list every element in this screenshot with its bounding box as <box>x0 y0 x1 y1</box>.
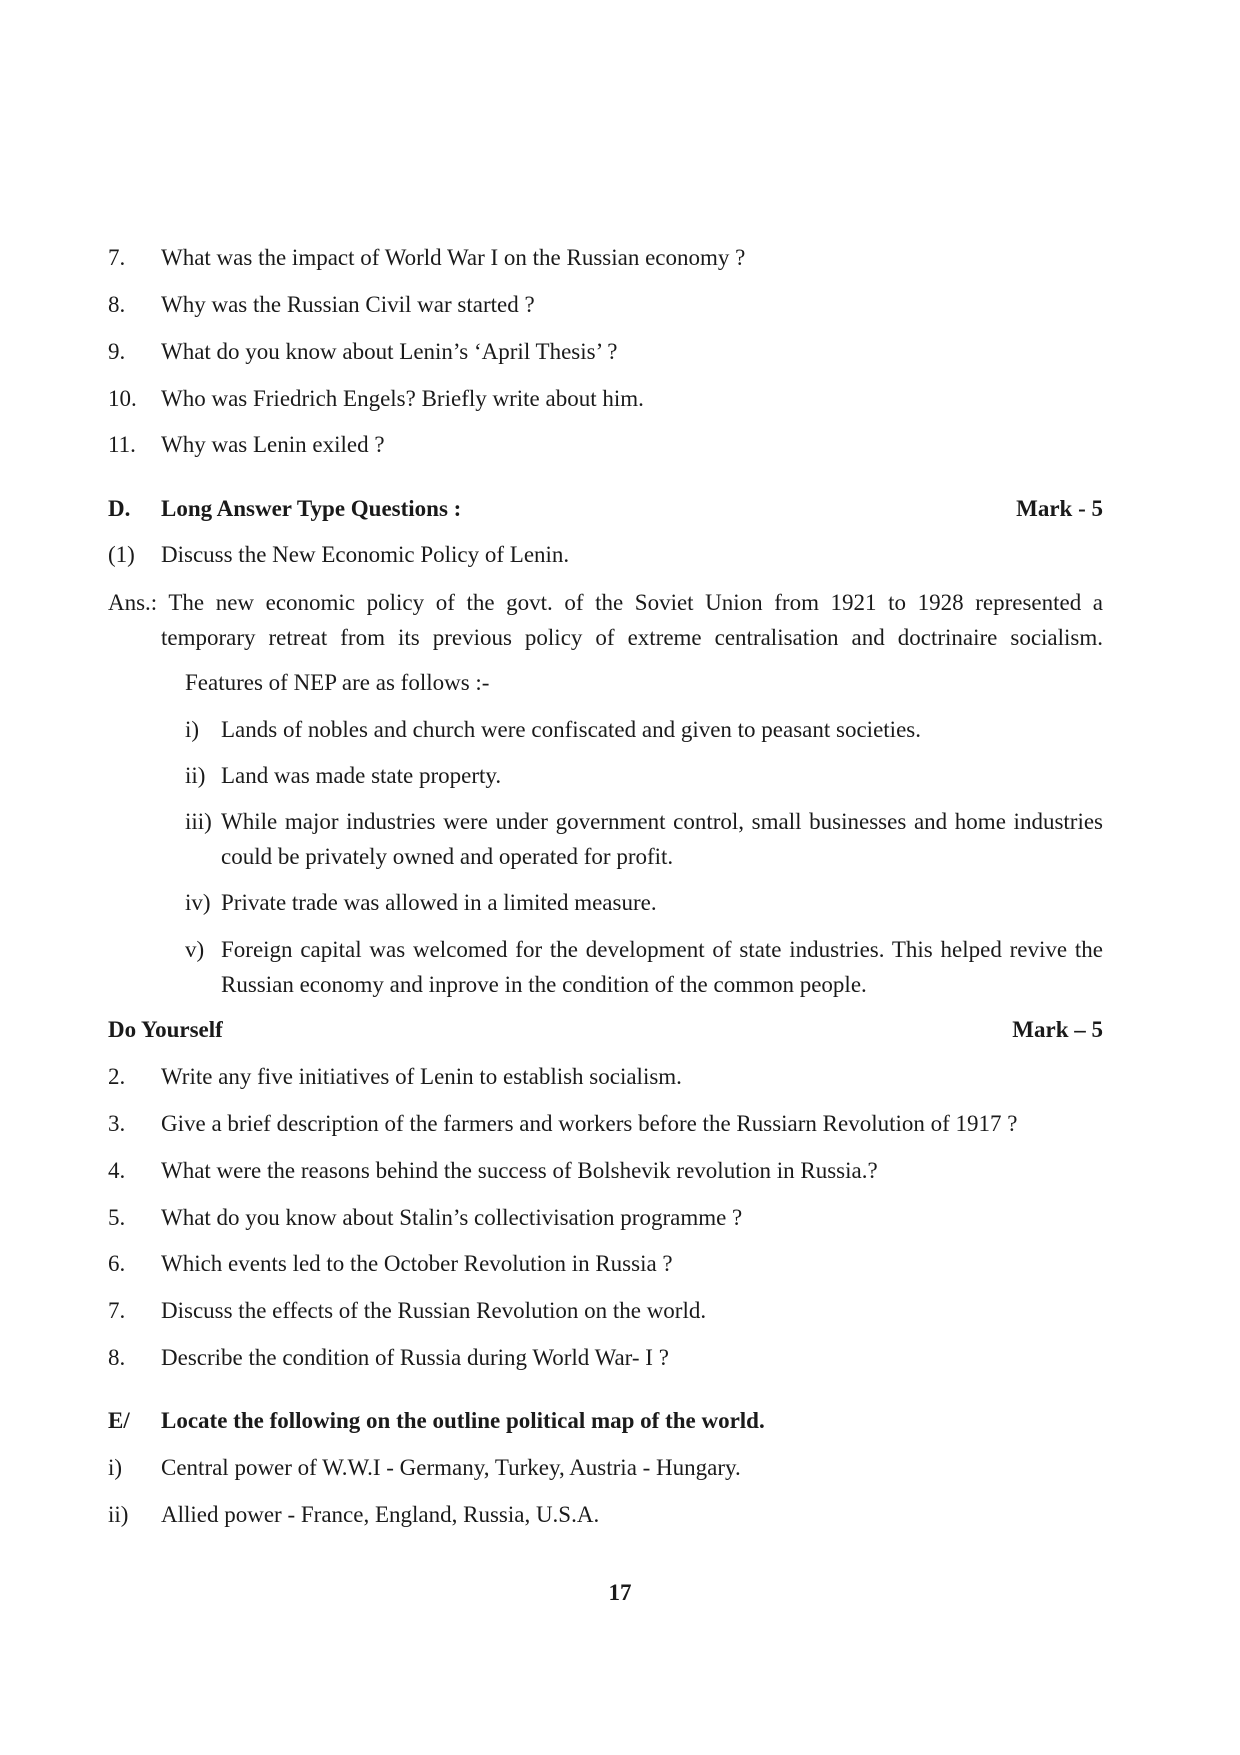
section-letter: D. <box>108 496 131 521</box>
map-item-text: Allied power - France, England, Russia, U.S.A. <box>161 1502 600 1527</box>
feature-number: ii) <box>185 763 206 788</box>
feature-number: iv) <box>185 890 211 915</box>
question-text: Discuss the New Economic Policy of Lenin. <box>161 542 570 567</box>
feature-item <box>185 758 1103 793</box>
feature-number: iii) <box>185 809 212 834</box>
exercise-text: What do you know about Stalin’s collectivisation programme ? <box>161 1205 743 1230</box>
exercise-text: Write any five initiatives of Lenin to establish socialism. <box>161 1064 682 1089</box>
feature-item <box>185 885 1103 920</box>
feature-text: While major industries were under government control, small businesses and home industries could be privately owned and operated for profit. <box>221 809 1103 869</box>
map-item-number: ii) <box>108 1502 129 1527</box>
exercise-number: 4. <box>108 1158 126 1183</box>
page-number: 17 <box>608 1580 632 1605</box>
exercise-text: Give a brief description of the farmers and workers before the Russiarn Revolution of 1917 ? <box>161 1111 1018 1136</box>
answer-line: Ans.: The new economic policy of the govt. of the Soviet Union from 1921 to 1928 represented a <box>108 590 1103 615</box>
question-number: 11. <box>108 432 136 457</box>
exercise-number: 6. <box>108 1251 126 1276</box>
question-text: Who was Friedrich Engels? Briefly write about him. <box>161 386 644 411</box>
question-number: (1) <box>108 542 135 567</box>
exercise-text: Describe the condition of Russia during World War- I ? <box>161 1345 669 1370</box>
section-title: Locate the following on the outline political map of the world. <box>161 1408 765 1433</box>
feature-item <box>185 804 1103 874</box>
feature-number: v) <box>185 937 205 962</box>
map-item-number: i) <box>108 1455 123 1480</box>
feature-text: Land was made state property. <box>221 763 502 788</box>
feature-item <box>185 712 1103 747</box>
exercise-text: Discuss the effects of the Russian Revolution on the world. <box>161 1298 707 1323</box>
feature-number: i) <box>185 717 200 742</box>
exercise-number: 5. <box>108 1205 126 1230</box>
feature-text: Private trade was allowed in a limited measure. <box>221 890 657 915</box>
question-text: Why was the Russian Civil war started ? <box>161 292 535 317</box>
question-text: Why was Lenin exiled ? <box>161 432 385 457</box>
question-number: 10. <box>108 386 137 411</box>
exercise-number: 7. <box>108 1298 126 1323</box>
question-number: 7. <box>108 245 126 270</box>
exercise-text: Which events led to the October Revolution in Russia ? <box>161 1251 673 1276</box>
feature-text: Foreign capital was welcomed for the development of state industries. This helped revive the Russian economy and inprove in the condition of the common people. <box>221 937 1103 997</box>
question-text: What do you know about Lenin’s ‘April Thesis’ ? <box>161 339 618 364</box>
exercise-number: 2. <box>108 1064 126 1089</box>
section-title: Long Answer Type Questions : <box>161 496 462 521</box>
section-mark: Mark - 5 <box>1016 496 1103 521</box>
exercise-number: 3. <box>108 1111 126 1136</box>
answer-paragraph <box>108 585 1103 655</box>
section-title: Do Yourself <box>108 1017 223 1042</box>
feature-item <box>185 932 1103 1002</box>
question-number: 9. <box>108 339 126 364</box>
section-mark: Mark – 5 <box>1012 1017 1103 1042</box>
exercise-number: 8. <box>108 1345 126 1370</box>
exercise-text: What were the reasons behind the success of Bolshevik revolution in Russia.? <box>161 1158 878 1183</box>
answer-line: temporary retreat from its previous policy of extreme centralisation and doctrinaire socialism. <box>161 625 1103 650</box>
feature-text: Lands of nobles and church were confiscated and given to peasant societies. <box>221 717 921 742</box>
question-text: What was the impact of World War I on the Russian economy ? <box>161 245 746 270</box>
features-intro: Features of NEP are as follows :- <box>185 670 490 695</box>
map-item-text: Central power of W.W.I - Germany, Turkey, Austria - Hungary. <box>161 1455 741 1480</box>
section-letter: E/ <box>108 1408 130 1433</box>
question-number: 8. <box>108 292 126 317</box>
